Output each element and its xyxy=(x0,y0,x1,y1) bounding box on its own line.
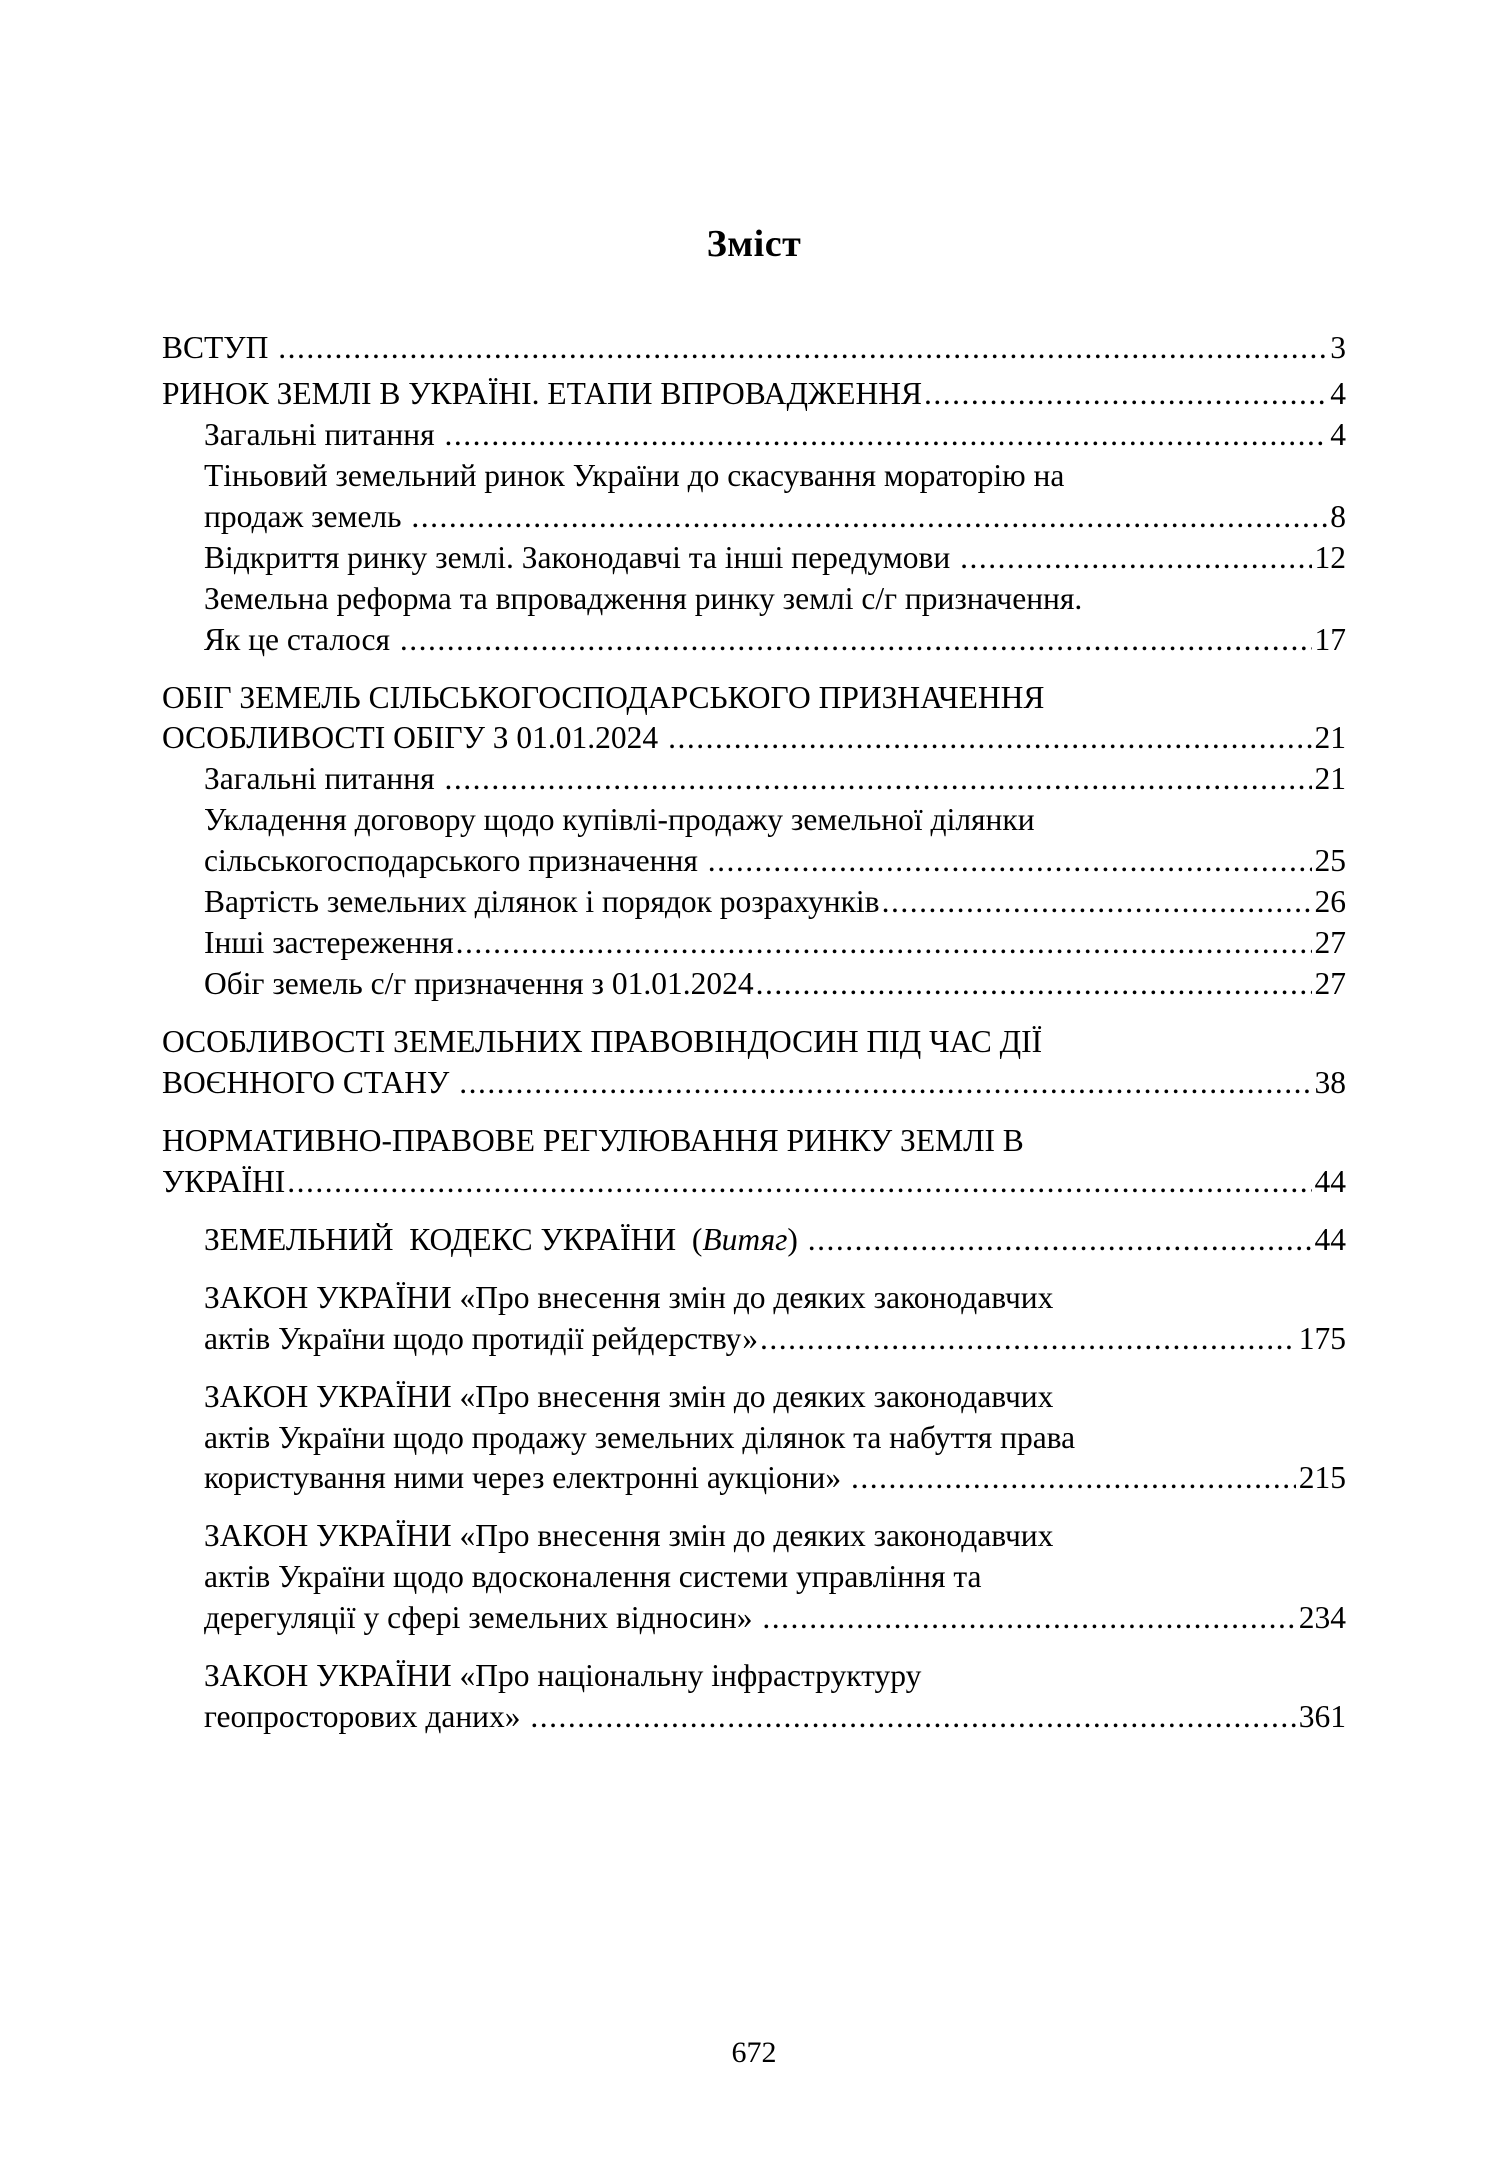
dot-leader xyxy=(287,1162,1311,1203)
dot-leader xyxy=(411,497,1327,538)
toc-entry-label: продаж земель xyxy=(204,498,410,534)
toc-page-number: 21 xyxy=(1314,720,1346,756)
toc-entry-leader-line xyxy=(204,759,1346,800)
toc-entry-label: актів України щодо протидії рейдерству» xyxy=(204,1320,758,1356)
toc-entry-leader-line xyxy=(204,1697,1346,1738)
toc-page-number: 27 xyxy=(1314,925,1346,961)
toc-page-number: 8 xyxy=(1330,498,1346,534)
toc-page-number: 38 xyxy=(1314,1064,1346,1100)
toc-entry-label: ВСТУП xyxy=(162,330,277,365)
toc-entry[interactable] xyxy=(162,579,1346,661)
toc-entry-line: ОБІГ ЗЕМЕЛЬ СІЛЬСЬКОГОСПОДАРСЬКОГО ПРИЗНАЧЕННЯ xyxy=(162,679,1045,715)
toc-entry-label: геопросторових даних» xyxy=(204,1699,529,1735)
toc-entry[interactable] xyxy=(162,1516,1346,1639)
toc-entry-leader-line xyxy=(162,1162,1346,1203)
toc-page-number: 4 xyxy=(1330,375,1346,411)
toc-page-number: 25 xyxy=(1314,843,1346,879)
toc-entry[interactable] xyxy=(162,678,1346,760)
toc-entry-line: Укладення договору щодо купівлі-продажу земельної ділянки xyxy=(204,802,1035,838)
toc-entry[interactable] xyxy=(162,964,1346,1005)
toc-page-number: 361 xyxy=(1298,1699,1346,1735)
toc-entry-label: сільськогосподарського призначення xyxy=(204,843,706,879)
toc-entry-leader-line xyxy=(204,538,1346,579)
dot-leader xyxy=(851,1458,1296,1499)
toc-page-number: 3 xyxy=(1330,330,1346,365)
toc-entry-line: ЗАКОН УКРАЇНИ «Про внесення змін до деяких законодавчих xyxy=(204,1378,1054,1414)
dot-leader xyxy=(668,718,1311,759)
toc-page-number: 234 xyxy=(1298,1600,1346,1636)
dot-leader xyxy=(762,1598,1295,1639)
dot-leader xyxy=(882,882,1312,923)
toc-entry-label: ВОЄННОГО СТАНУ xyxy=(162,1064,458,1100)
toc-entry[interactable] xyxy=(162,1377,1346,1500)
toc-page-number: 215 xyxy=(1298,1460,1346,1496)
toc-entry-label: Як це сталося xyxy=(204,621,398,657)
toc-entry-leader-line xyxy=(162,1063,1346,1104)
toc-entry-label: дерегуляції у сфері земельних відносин» xyxy=(204,1600,761,1636)
dot-leader xyxy=(808,1220,1312,1261)
toc-page-number: 17 xyxy=(1314,621,1346,657)
toc-entry-label: Відкриття ринку землі. Законодавчі та інші передумови xyxy=(204,539,959,575)
toc-entry-leader-line xyxy=(204,1458,1346,1499)
dot-leader xyxy=(760,1319,1296,1360)
toc-entry-label-suffix: ) xyxy=(787,1221,806,1257)
dot-leader xyxy=(756,964,1312,1005)
toc-entry[interactable] xyxy=(162,759,1346,800)
toc-page-number: 44 xyxy=(1314,1221,1346,1257)
toc-entry-leader-line xyxy=(204,1220,1346,1261)
toc-entry-line: ЗАКОН УКРАЇНИ «Про внесення змін до деяких законодавчих xyxy=(204,1518,1054,1554)
toc-entry-line: актів України щодо продажу земельних ділянок та набуття права xyxy=(204,1419,1076,1455)
toc-entry-label: ОСОБЛИВОСТІ ОБІГУ З 01.01.2024 xyxy=(162,720,667,756)
toc-entry-leader-line xyxy=(204,1319,1346,1360)
toc-entry-label-italic: Витяг xyxy=(702,1221,788,1257)
page-title: Зміст xyxy=(706,223,802,265)
toc-page-number: 175 xyxy=(1298,1320,1346,1356)
dot-leader xyxy=(278,328,1327,369)
toc-entry-label: РИНОК ЗЕМЛІ В УКРАЇНІ. ЕТАПИ ВПРОВАДЖЕННЯ xyxy=(162,375,922,411)
toc-entry[interactable] xyxy=(162,328,1346,369)
toc-entry-label-prefix: ЗЕМЕЛЬНИЙ КОДЕКС УКРАЇНИ ( xyxy=(204,1221,703,1257)
toc-page-number: 44 xyxy=(1314,1163,1346,1199)
toc-entry[interactable] xyxy=(162,1656,1346,1738)
toc-entry[interactable] xyxy=(162,1121,1346,1203)
toc-entry-leader-line xyxy=(204,497,1346,538)
toc-entry[interactable] xyxy=(162,1278,1346,1360)
toc-entry-label xyxy=(204,1220,806,1261)
toc-entry-leader-line xyxy=(204,882,1346,923)
toc-entry-label: УКРАЇНІ xyxy=(162,1163,286,1199)
toc-entry-label: користування ними через електронні аукціони» xyxy=(204,1460,849,1496)
toc-entry-leader-line xyxy=(204,620,1346,661)
toc-entry[interactable] xyxy=(162,456,1346,538)
toc-page-number: 21 xyxy=(1314,761,1346,797)
toc-entry-leader-line xyxy=(204,923,1346,964)
toc-entry[interactable] xyxy=(162,538,1346,579)
toc-page-number: 27 xyxy=(1314,966,1346,1002)
toc-entry-label: Загальні питання xyxy=(204,416,443,452)
toc-entry[interactable] xyxy=(162,1220,1346,1261)
toc-entry-line: НОРМАТИВНО-ПРАВОВЕ РЕГУЛЮВАННЯ РИНКУ ЗЕМЛІ В xyxy=(162,1122,1024,1158)
toc-entry-leader-line xyxy=(162,718,1346,759)
dot-leader xyxy=(960,538,1311,579)
toc-entry-line: Земельна реформа та впровадження ринку землі с/г призначення. xyxy=(204,580,1083,616)
toc-entry-label: Вартість земельних ділянок і порядок розрахунків xyxy=(204,884,880,920)
toc-entry[interactable] xyxy=(162,923,1346,964)
toc-entry-leader-line xyxy=(204,841,1346,882)
toc-entry[interactable] xyxy=(162,800,1346,882)
toc-entry-line: Тіньовий земельний ринок України до скасування мораторію на xyxy=(204,457,1065,493)
toc-entry-leader-line xyxy=(162,328,1346,369)
toc-entry-line: актів України щодо вдосконалення системи управління та xyxy=(204,1559,982,1595)
dot-leader xyxy=(459,1063,1311,1104)
dot-leader xyxy=(400,620,1312,661)
toc-entry[interactable] xyxy=(162,415,1346,456)
dot-leader xyxy=(456,923,1312,964)
dot-leader xyxy=(530,1697,1295,1738)
dot-leader xyxy=(444,759,1311,800)
toc-entry-leader-line xyxy=(204,415,1346,456)
toc-entry-label: Обіг земель с/г призначення з 01.01.2024 xyxy=(204,966,754,1002)
toc-entry-leader-line xyxy=(204,1598,1346,1639)
toc-entry-line: ЗАКОН УКРАЇНИ «Про внесення змін до деяких законодавчих xyxy=(204,1279,1054,1315)
toc-entry[interactable] xyxy=(162,374,1346,415)
toc-entry-leader-line xyxy=(204,964,1346,1005)
toc-entry-label: Інші застереження xyxy=(204,925,454,961)
dot-leader xyxy=(444,415,1327,456)
toc-entry-leader-line xyxy=(162,374,1346,415)
dot-leader xyxy=(708,841,1312,882)
toc-page-number: 12 xyxy=(1314,539,1346,575)
toc-page-number: 4 xyxy=(1330,416,1346,452)
table-of-contents xyxy=(0,328,1508,1738)
toc-page-number: 26 xyxy=(1314,884,1346,920)
toc-entry-line: ЗАКОН УКРАЇНИ «Про національну інфраструктуру xyxy=(204,1658,922,1694)
toc-entry-line: ОСОБЛИВОСТІ ЗЕМЕЛЬНИХ ПРАВОВІНДОСИН ПІД ЧАС ДІЇ xyxy=(162,1024,1043,1059)
toc-entry-label: Загальні питання xyxy=(204,761,443,797)
page-number-footer: 672 xyxy=(731,2036,777,2069)
dot-leader xyxy=(924,374,1327,415)
toc-entry[interactable] xyxy=(162,882,1346,923)
toc-entry[interactable] xyxy=(162,1022,1346,1104)
